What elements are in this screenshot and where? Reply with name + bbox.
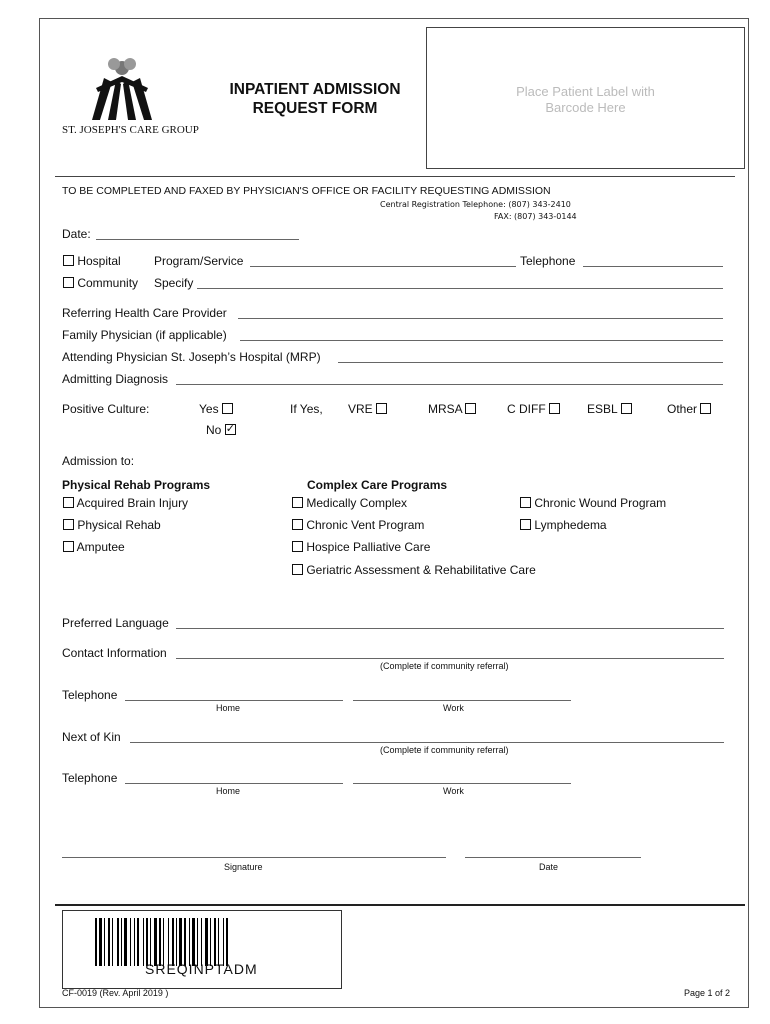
specify-label: Specify xyxy=(154,276,194,290)
option-label: Geriatric Assessment & Rehabilitative Care xyxy=(306,563,536,577)
next-of-kin-field[interactable] xyxy=(130,742,724,743)
date-label: Date: xyxy=(62,227,91,241)
signature-date-field[interactable] xyxy=(465,857,641,858)
option-lymphedema[interactable] xyxy=(520,518,607,532)
patient-label-box xyxy=(426,27,745,169)
checkbox[interactable] xyxy=(63,541,74,552)
community-checkbox[interactable] xyxy=(63,277,74,288)
esbl-label: ESBL xyxy=(587,402,618,416)
other-option[interactable] xyxy=(667,402,711,416)
org-name: ST. JOSEPH'S CARE GROUP xyxy=(62,124,199,136)
complex-option-hospice[interactable] xyxy=(292,540,430,554)
barcode-box xyxy=(62,910,342,989)
barcode-text: SREQINPTADM xyxy=(145,961,258,977)
option-label: Medically Complex xyxy=(306,496,408,510)
vre-option[interactable] xyxy=(348,402,387,416)
home-caption: Home xyxy=(216,786,241,796)
admission-to-label: Admission to: xyxy=(62,454,135,468)
kin-note: (Complete if community referral) xyxy=(380,745,509,755)
yes-checkbox[interactable] xyxy=(222,403,233,414)
checkbox[interactable] xyxy=(63,519,74,530)
option-chronic-wound[interactable] xyxy=(520,496,666,510)
rehab-heading: Physical Rehab Programs xyxy=(62,478,211,492)
attending-label: Attending Physician St. Joseph’s Hospital (MRP) xyxy=(62,350,321,364)
form-code: CF-0019 (Rev. April 2019 ) xyxy=(62,988,169,998)
admitting-diagnosis-label: Admitting Diagnosis xyxy=(62,372,169,386)
checkbox[interactable] xyxy=(63,497,74,508)
option-label: Hospice Palliative Care xyxy=(306,540,431,554)
option-label: Acquired Brain Injury xyxy=(76,496,189,510)
option-label: Amputee xyxy=(76,540,125,554)
community-option[interactable] xyxy=(63,276,138,290)
if-yes-label: If Yes, xyxy=(290,402,323,416)
checkbox[interactable] xyxy=(520,519,531,530)
complex-option-medically-complex[interactable] xyxy=(292,496,407,510)
cdiff-checkbox[interactable] xyxy=(549,403,560,414)
telephone-field[interactable] xyxy=(583,266,723,267)
mrsa-checkbox[interactable] xyxy=(465,403,476,414)
hospital-checkbox[interactable] xyxy=(63,255,74,266)
instruction-text: TO BE COMPLETED AND FAXED BY PHYSICIAN'S OFFICE OR FACILITY REQUESTING ADMISSION xyxy=(62,185,551,197)
other-checkbox[interactable] xyxy=(700,403,711,414)
esbl-option[interactable] xyxy=(587,402,632,416)
cdiff-option[interactable] xyxy=(507,402,560,416)
form-title-line2: REQUEST FORM xyxy=(252,100,378,117)
header-divider xyxy=(55,176,735,177)
no-checkbox[interactable] xyxy=(225,424,236,435)
family-physician-label: Family Physician (if applicable) xyxy=(62,328,227,342)
contact-info-label: Contact Information xyxy=(62,646,167,660)
program-service-label: Program/Service xyxy=(154,254,244,268)
referring-field[interactable] xyxy=(238,318,723,319)
positive-culture-label: Positive Culture: xyxy=(62,402,150,416)
telephone2-home-field[interactable] xyxy=(125,783,343,784)
rehab-option-physical-rehab[interactable] xyxy=(63,518,161,532)
form-title-line1: INPATIENT ADMISSION xyxy=(229,81,401,98)
contact-info-field[interactable] xyxy=(176,658,724,659)
signature-caption: Signature xyxy=(224,862,263,872)
telephone2-label: Telephone xyxy=(62,771,118,785)
vre-label: VRE xyxy=(348,402,373,416)
rehab-option-acquired-brain-injury[interactable] xyxy=(63,496,188,510)
date-field[interactable] xyxy=(96,239,299,240)
no-option[interactable] xyxy=(206,423,236,437)
work-caption: Work xyxy=(443,786,464,796)
checkbox[interactable] xyxy=(292,541,303,552)
yes-label: Yes xyxy=(199,402,219,416)
rehab-option-amputee[interactable] xyxy=(63,540,125,554)
checkbox[interactable] xyxy=(292,564,303,575)
contact-note: (Complete if community referral) xyxy=(380,661,509,671)
specify-field[interactable] xyxy=(197,288,723,289)
complex-option-chronic-vent[interactable] xyxy=(292,518,424,532)
telephone2-work-field[interactable] xyxy=(353,783,571,784)
date-caption: Date xyxy=(539,862,559,872)
referring-label: Referring Health Care Provider xyxy=(62,306,227,320)
complex-option-geriatric[interactable] xyxy=(292,563,536,577)
program-service-field[interactable] xyxy=(250,266,516,267)
option-label: Lymphedema xyxy=(534,518,607,532)
footer-divider xyxy=(55,904,745,906)
hospital-option[interactable] xyxy=(63,254,121,268)
telephone1-home-field[interactable] xyxy=(125,700,343,701)
telephone1-label: Telephone xyxy=(62,688,118,702)
esbl-checkbox[interactable] xyxy=(621,403,632,414)
home-caption: Home xyxy=(216,703,241,713)
complex-heading: Complex Care Programs xyxy=(307,478,448,492)
fax-number: FAX: (807) 343-0144 xyxy=(494,212,577,221)
patient-label-line2: Barcode Here xyxy=(545,100,626,115)
next-of-kin-label: Next of Kin xyxy=(62,730,121,744)
telephone-label: Telephone xyxy=(520,254,576,268)
mrsa-label: MRSA xyxy=(428,402,463,416)
vre-checkbox[interactable] xyxy=(376,403,387,414)
community-label: Community xyxy=(77,276,139,290)
patient-label-line1: Place Patient Label with xyxy=(516,84,655,99)
page-number: Page 1 of 2 xyxy=(684,988,731,998)
preferred-language-label: Preferred Language xyxy=(62,616,169,630)
checkbox[interactable] xyxy=(292,519,303,530)
preferred-language-field[interactable] xyxy=(176,628,724,629)
attending-field[interactable] xyxy=(338,362,723,363)
work-caption: Work xyxy=(443,703,464,713)
admitting-diagnosis-field[interactable] xyxy=(176,384,723,385)
checkbox[interactable] xyxy=(292,497,303,508)
form-title xyxy=(212,80,418,118)
hospital-label: Hospital xyxy=(77,254,121,268)
signature-field[interactable] xyxy=(62,857,446,858)
central-registration: Central Registration Telephone: (807) 343-2410 xyxy=(380,200,571,209)
no-label: No xyxy=(206,423,222,437)
option-label: Physical Rehab xyxy=(77,518,161,532)
checkbox[interactable] xyxy=(520,497,531,508)
other-label: Other xyxy=(667,402,698,416)
yes-option[interactable] xyxy=(199,402,233,416)
cdiff-label: C DIFF xyxy=(507,402,546,416)
option-label: Chronic Wound Program xyxy=(534,496,667,510)
barcode-icon xyxy=(95,918,323,966)
family-physician-field[interactable] xyxy=(240,340,723,341)
option-label: Chronic Vent Program xyxy=(306,518,425,532)
mrsa-option[interactable] xyxy=(428,402,476,416)
st-josephs-logo-icon xyxy=(86,58,158,124)
telephone1-work-field[interactable] xyxy=(353,700,571,701)
